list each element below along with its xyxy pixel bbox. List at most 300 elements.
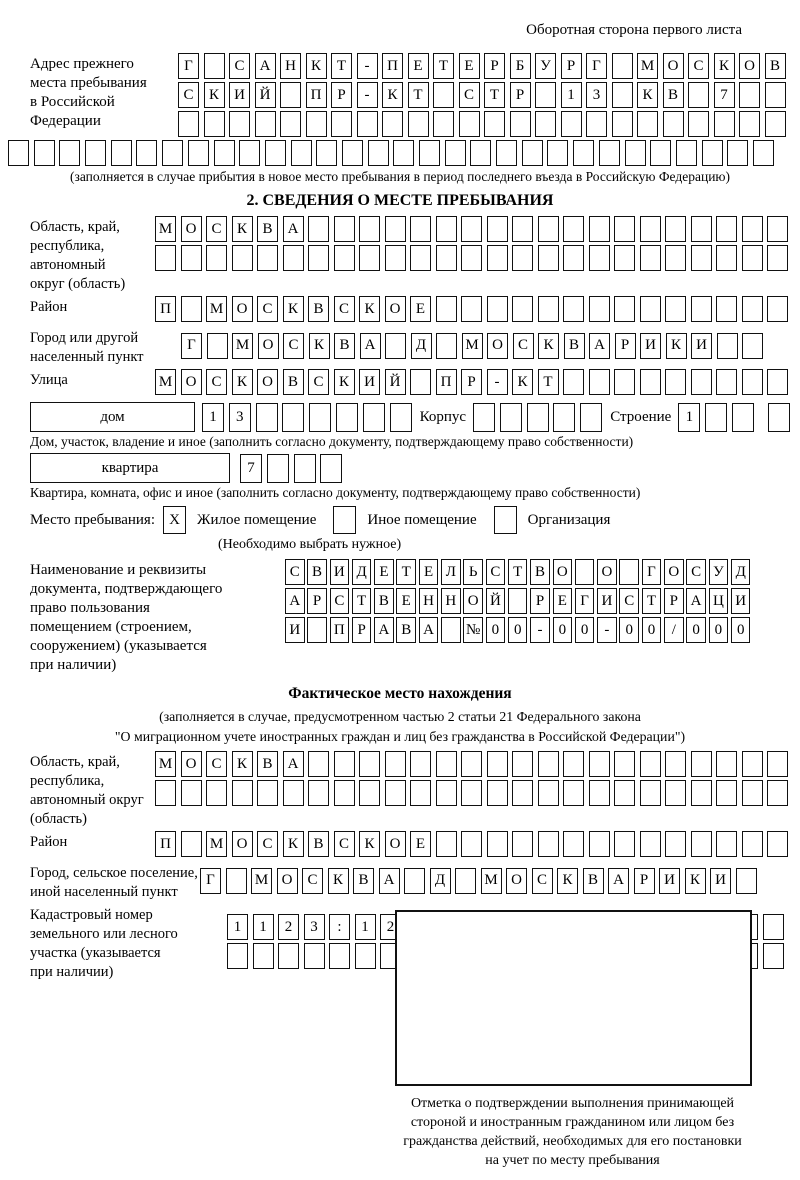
char-cell: В xyxy=(765,53,786,79)
char-cell xyxy=(239,140,260,166)
char-cell: 0 xyxy=(508,617,528,643)
char-cell xyxy=(614,369,635,395)
char-cell: В xyxy=(530,559,550,585)
char-cell xyxy=(433,111,454,137)
char-cell: С xyxy=(619,588,639,614)
char-cell: О xyxy=(463,588,483,614)
char-cell xyxy=(691,296,712,322)
char-cell xyxy=(484,111,505,137)
prev-address-cells xyxy=(178,53,786,140)
label-line: "О миграционном учете иностранных граждан и лиц без гражданства в Российской Федерации") xyxy=(114,729,686,744)
char-cell: О xyxy=(506,868,527,894)
char-cell xyxy=(461,245,482,271)
char-cell: А xyxy=(283,216,304,242)
district-label: Район xyxy=(30,299,68,315)
cell-row xyxy=(155,780,788,806)
char-cell xyxy=(178,111,199,137)
char-cell: 1 xyxy=(355,914,376,940)
char-cell xyxy=(291,140,312,166)
char-cell xyxy=(612,53,633,79)
region-block xyxy=(0,216,800,294)
char-cell: С xyxy=(229,53,250,79)
char-cell xyxy=(665,216,686,242)
char-cell xyxy=(280,82,301,108)
label-line: документа, подтверждающего xyxy=(30,581,223,597)
char-cell: В xyxy=(257,751,278,777)
char-cell: У xyxy=(709,559,729,585)
char-cell xyxy=(436,296,457,322)
char-cell xyxy=(487,751,508,777)
cell-row xyxy=(155,216,788,242)
char-cell: 0 xyxy=(486,617,506,643)
char-cell xyxy=(487,296,508,322)
char-cell xyxy=(357,111,378,137)
char-cell xyxy=(619,559,639,585)
cadastral-label xyxy=(30,904,227,982)
char-cell: 1 xyxy=(202,403,224,432)
char-cell xyxy=(665,245,686,271)
char-cell: В xyxy=(374,588,394,614)
char-cell: А xyxy=(283,751,304,777)
char-cell: - xyxy=(487,369,508,395)
char-cell xyxy=(334,780,355,806)
char-cell xyxy=(382,111,403,137)
char-cell: И xyxy=(229,82,250,108)
char-cell: Ц xyxy=(709,588,729,614)
char-cell xyxy=(308,780,329,806)
char-cell xyxy=(253,943,274,969)
char-cell: Г xyxy=(178,53,199,79)
char-cell: И xyxy=(640,333,661,359)
char-cell xyxy=(767,780,788,806)
char-cell xyxy=(410,216,431,242)
cell-row xyxy=(285,588,750,614)
char-cell: 0 xyxy=(619,617,639,643)
char-cell xyxy=(640,216,661,242)
char-cell: Р xyxy=(664,588,684,614)
char-cell xyxy=(538,216,559,242)
char-cell xyxy=(226,868,247,894)
char-cell xyxy=(742,780,763,806)
label-line: стороной и иностранным гражданином или лицом без xyxy=(410,1115,735,1130)
char-cell: О xyxy=(232,296,253,322)
char-cell xyxy=(663,111,684,137)
char-cell xyxy=(527,403,549,432)
fact-city-block xyxy=(0,862,800,902)
char-cell: М xyxy=(637,53,658,79)
char-cell: А xyxy=(379,868,400,894)
label-line: помещением (строением, xyxy=(30,619,192,635)
char-cell: М xyxy=(155,751,176,777)
char-cell xyxy=(282,403,304,432)
char-cell xyxy=(181,245,202,271)
char-cell: И xyxy=(710,868,731,894)
prev-address-caption: (заполняется в случае прибытия в новое место пребывания в период последнего въезда в Российскую Федерацию) xyxy=(69,169,731,184)
char-cell xyxy=(320,454,342,483)
char-cell xyxy=(614,245,635,271)
char-cell: Е xyxy=(396,588,416,614)
char-cell xyxy=(575,559,595,585)
char-cell: Е xyxy=(419,559,439,585)
cell-row xyxy=(200,868,757,894)
char-cell: А xyxy=(419,617,439,643)
korpus-cells xyxy=(473,403,602,432)
char-cell: С xyxy=(513,333,534,359)
char-cell xyxy=(742,216,763,242)
char-cell: К xyxy=(382,82,403,108)
prev-address-extra-row xyxy=(0,140,800,166)
char-cell xyxy=(136,140,157,166)
char-cell xyxy=(487,216,508,242)
house-caption: Дом, участок, владение и иное (заполнить согласно документу, подтверждающему право собственности) xyxy=(30,434,634,449)
char-cell xyxy=(304,943,325,969)
char-cell: В xyxy=(353,868,374,894)
char-cell xyxy=(742,831,763,857)
char-cell: Н xyxy=(441,588,461,614)
char-cell xyxy=(232,245,253,271)
checkbox-other-premises xyxy=(333,506,356,534)
char-cell xyxy=(410,751,431,777)
char-cell xyxy=(727,140,748,166)
char-cell xyxy=(331,111,352,137)
char-cell xyxy=(535,111,556,137)
char-cell: 7 xyxy=(240,454,262,483)
char-cell xyxy=(538,751,559,777)
char-cell: О xyxy=(664,559,684,585)
char-cell: Т xyxy=(396,559,416,585)
cell-row xyxy=(285,617,750,643)
cell-row xyxy=(178,111,786,137)
char-cell xyxy=(308,216,329,242)
char-cell xyxy=(441,617,461,643)
char-cell xyxy=(650,140,671,166)
char-cell: К xyxy=(283,296,304,322)
char-cell xyxy=(385,333,406,359)
char-cell xyxy=(308,751,329,777)
char-cell xyxy=(640,369,661,395)
char-cell: К xyxy=(309,333,330,359)
document-cells xyxy=(285,559,750,646)
apartment-cells xyxy=(240,454,342,483)
char-cell: Т xyxy=(433,53,454,79)
char-cell xyxy=(204,111,225,137)
char-cell xyxy=(436,216,457,242)
char-cell xyxy=(283,780,304,806)
char-cell xyxy=(255,111,276,137)
char-cell: К xyxy=(714,53,735,79)
char-cell: С xyxy=(688,53,709,79)
char-cell: Р xyxy=(307,588,327,614)
char-cell: М xyxy=(206,296,227,322)
char-cell xyxy=(385,216,406,242)
char-cell: Т xyxy=(331,53,352,79)
char-cell: 3 xyxy=(229,403,251,432)
char-cell xyxy=(589,245,610,271)
char-cell: К xyxy=(306,53,327,79)
char-cell: С xyxy=(206,751,227,777)
char-cell xyxy=(765,82,786,108)
char-cell xyxy=(306,111,327,137)
char-cell xyxy=(665,369,686,395)
cell-row xyxy=(155,831,788,857)
char-cell: Е xyxy=(459,53,480,79)
checkbox-residential: X xyxy=(163,506,186,534)
char-cell xyxy=(688,111,709,137)
char-cell xyxy=(665,831,686,857)
char-cell xyxy=(155,245,176,271)
label-line: (заполняется в случае, предусмотренном частью 2 статьи 21 Федерального закона xyxy=(159,709,641,724)
char-cell: С xyxy=(302,868,323,894)
char-cell xyxy=(280,111,301,137)
char-cell: И xyxy=(330,559,350,585)
char-cell xyxy=(691,831,712,857)
label-line: сооружением) (указывается xyxy=(30,638,207,654)
stay-type-row xyxy=(0,506,800,534)
char-cell xyxy=(508,588,528,614)
char-cell: А xyxy=(255,53,276,79)
char-cell xyxy=(316,140,337,166)
char-cell: К xyxy=(666,333,687,359)
char-cell xyxy=(359,216,380,242)
char-cell: С xyxy=(178,82,199,108)
char-cell: В xyxy=(307,559,327,585)
char-cell: - xyxy=(597,617,617,643)
char-cell xyxy=(512,216,533,242)
char-cell: К xyxy=(232,751,253,777)
char-cell: Т xyxy=(408,82,429,108)
char-cell xyxy=(359,245,380,271)
cell-row xyxy=(8,140,800,166)
street-block xyxy=(0,369,800,398)
label-line: округ (область) xyxy=(30,276,126,292)
char-cell xyxy=(229,111,250,137)
char-cell xyxy=(307,617,327,643)
char-cell: О xyxy=(487,333,508,359)
char-cell xyxy=(207,333,228,359)
char-cell: П xyxy=(155,831,176,857)
char-cell xyxy=(739,82,760,108)
char-cell: К xyxy=(512,369,533,395)
fact-district-block xyxy=(0,831,800,860)
char-cell: И xyxy=(691,333,712,359)
char-cell xyxy=(359,751,380,777)
char-cell xyxy=(716,831,737,857)
char-cell xyxy=(705,403,727,432)
cell-row xyxy=(178,82,786,108)
char-cell: А xyxy=(285,588,305,614)
char-cell: Е xyxy=(410,296,431,322)
char-cell: Л xyxy=(441,559,461,585)
char-cell xyxy=(589,751,610,777)
char-cell: Г xyxy=(642,559,662,585)
char-cell xyxy=(589,296,610,322)
char-cell: - xyxy=(357,82,378,108)
char-cell: С xyxy=(330,588,350,614)
char-cell xyxy=(363,403,385,432)
char-cell xyxy=(359,780,380,806)
label-line: на учет по месту пребывания xyxy=(485,1153,660,1168)
char-cell: А xyxy=(589,333,610,359)
char-cell: К xyxy=(359,831,380,857)
char-cell xyxy=(188,140,209,166)
char-cell: 0 xyxy=(553,617,573,643)
char-cell xyxy=(547,140,568,166)
char-cell xyxy=(334,751,355,777)
label-line: автономный xyxy=(30,257,106,273)
label-line: при наличии) xyxy=(30,657,117,673)
char-cell: Е xyxy=(410,831,431,857)
char-cell: Р xyxy=(615,333,636,359)
char-cell xyxy=(625,140,646,166)
char-cell xyxy=(714,111,735,137)
char-cell xyxy=(767,369,788,395)
document-block xyxy=(0,559,800,675)
label-line: автономный округ xyxy=(30,792,144,808)
char-cell xyxy=(716,296,737,322)
char-cell: С xyxy=(206,369,227,395)
char-cell xyxy=(334,245,355,271)
char-cell xyxy=(436,245,457,271)
char-cell: П xyxy=(436,369,457,395)
char-cell xyxy=(206,780,227,806)
char-cell xyxy=(768,403,790,432)
char-cell: С xyxy=(257,831,278,857)
char-cell xyxy=(393,140,414,166)
char-cell xyxy=(563,831,584,857)
char-cell: 1 xyxy=(678,403,700,432)
actual-location-title: Фактическое место нахождения xyxy=(288,685,512,702)
street-label: Улица xyxy=(30,372,68,388)
char-cell: Н xyxy=(280,53,301,79)
char-cell xyxy=(614,780,635,806)
char-cell xyxy=(753,140,774,166)
char-cell: К xyxy=(557,868,578,894)
char-cell xyxy=(461,831,482,857)
char-cell: И xyxy=(359,369,380,395)
char-cell xyxy=(390,403,412,432)
label-line: при наличии) xyxy=(30,964,114,980)
char-cell xyxy=(473,403,495,432)
char-cell xyxy=(742,751,763,777)
char-cell xyxy=(385,780,406,806)
stay-type-hint: (Необходимо выбрать нужное) xyxy=(218,537,402,552)
apartment-caption: Квартира, комната, офис и иное (заполнить согласно документу, подтверждающему право собственности) xyxy=(30,485,641,500)
char-cell: 1 xyxy=(253,914,274,940)
char-cell xyxy=(419,140,440,166)
char-cell xyxy=(767,751,788,777)
char-cell: М xyxy=(155,369,176,395)
char-cell: Д xyxy=(430,868,451,894)
char-cell: О xyxy=(385,831,406,857)
prev-address-block xyxy=(0,53,800,140)
char-cell: С xyxy=(308,369,329,395)
char-cell: С xyxy=(334,296,355,322)
char-cell xyxy=(538,831,559,857)
char-cell xyxy=(257,245,278,271)
option-other-premises-label: Иное помещение xyxy=(367,511,477,528)
house-number-cells xyxy=(202,403,412,432)
char-cell xyxy=(227,943,248,969)
char-cell xyxy=(510,111,531,137)
section2-title: 2. СВЕДЕНИЯ О МЕСТЕ ПРЕБЫВАНИЯ xyxy=(246,192,554,209)
char-cell xyxy=(732,403,754,432)
char-cell xyxy=(385,751,406,777)
char-cell: С xyxy=(257,296,278,322)
cell-row xyxy=(155,751,788,777)
actual-location-note xyxy=(0,707,800,747)
label-line: гражданства действий, необходимых для его постановки xyxy=(403,1134,742,1149)
char-cell xyxy=(512,245,533,271)
document-label xyxy=(30,559,285,675)
char-cell xyxy=(538,245,559,271)
char-cell xyxy=(612,111,633,137)
char-cell: О xyxy=(258,333,279,359)
char-cell: К xyxy=(328,868,349,894)
apartment-box: квартира xyxy=(30,453,230,483)
char-cell: С xyxy=(334,831,355,857)
char-cell: Р xyxy=(510,82,531,108)
region-label xyxy=(30,216,155,294)
stay-type-label: Место пребывания: xyxy=(30,511,155,528)
stroenie-label: Строение xyxy=(610,408,672,425)
char-cell xyxy=(691,369,712,395)
char-cell: К xyxy=(232,216,253,242)
char-cell: Г xyxy=(575,588,595,614)
char-cell: У xyxy=(535,53,556,79)
char-cell: В xyxy=(564,333,585,359)
char-cell xyxy=(8,140,29,166)
char-cell: 1 xyxy=(227,914,248,940)
char-cell xyxy=(214,140,235,166)
char-cell: 0 xyxy=(686,617,706,643)
char-cell xyxy=(614,831,635,857)
city-label xyxy=(30,327,155,367)
corner-note: Оборотная сторона первого листа xyxy=(526,22,742,38)
label-line: Область, край, xyxy=(30,219,120,235)
char-cell xyxy=(637,111,658,137)
char-cell xyxy=(736,868,757,894)
char-cell xyxy=(563,216,584,242)
cell-row xyxy=(155,369,788,395)
char-cell xyxy=(665,751,686,777)
char-cell: А xyxy=(608,868,629,894)
label-line: иной населенный пункт xyxy=(30,884,178,900)
char-cell xyxy=(461,296,482,322)
char-cell: - xyxy=(357,53,378,79)
char-cell: В xyxy=(583,868,604,894)
char-cell xyxy=(691,245,712,271)
char-cell xyxy=(512,780,533,806)
char-cell: О xyxy=(385,296,406,322)
char-cell: И xyxy=(285,617,305,643)
char-cell: С xyxy=(283,333,304,359)
char-cell xyxy=(716,751,737,777)
char-cell xyxy=(329,943,350,969)
char-cell xyxy=(487,245,508,271)
char-cell xyxy=(614,296,635,322)
char-cell xyxy=(640,751,661,777)
char-cell: П xyxy=(382,53,403,79)
cell-row xyxy=(181,333,763,359)
char-cell: Е xyxy=(408,53,429,79)
fact-region-cells xyxy=(155,751,788,809)
char-cell: К xyxy=(204,82,225,108)
char-cell: Б xyxy=(510,53,531,79)
char-cell xyxy=(410,780,431,806)
char-cell xyxy=(155,780,176,806)
char-cell xyxy=(470,140,491,166)
char-cell: Ь xyxy=(463,559,483,585)
